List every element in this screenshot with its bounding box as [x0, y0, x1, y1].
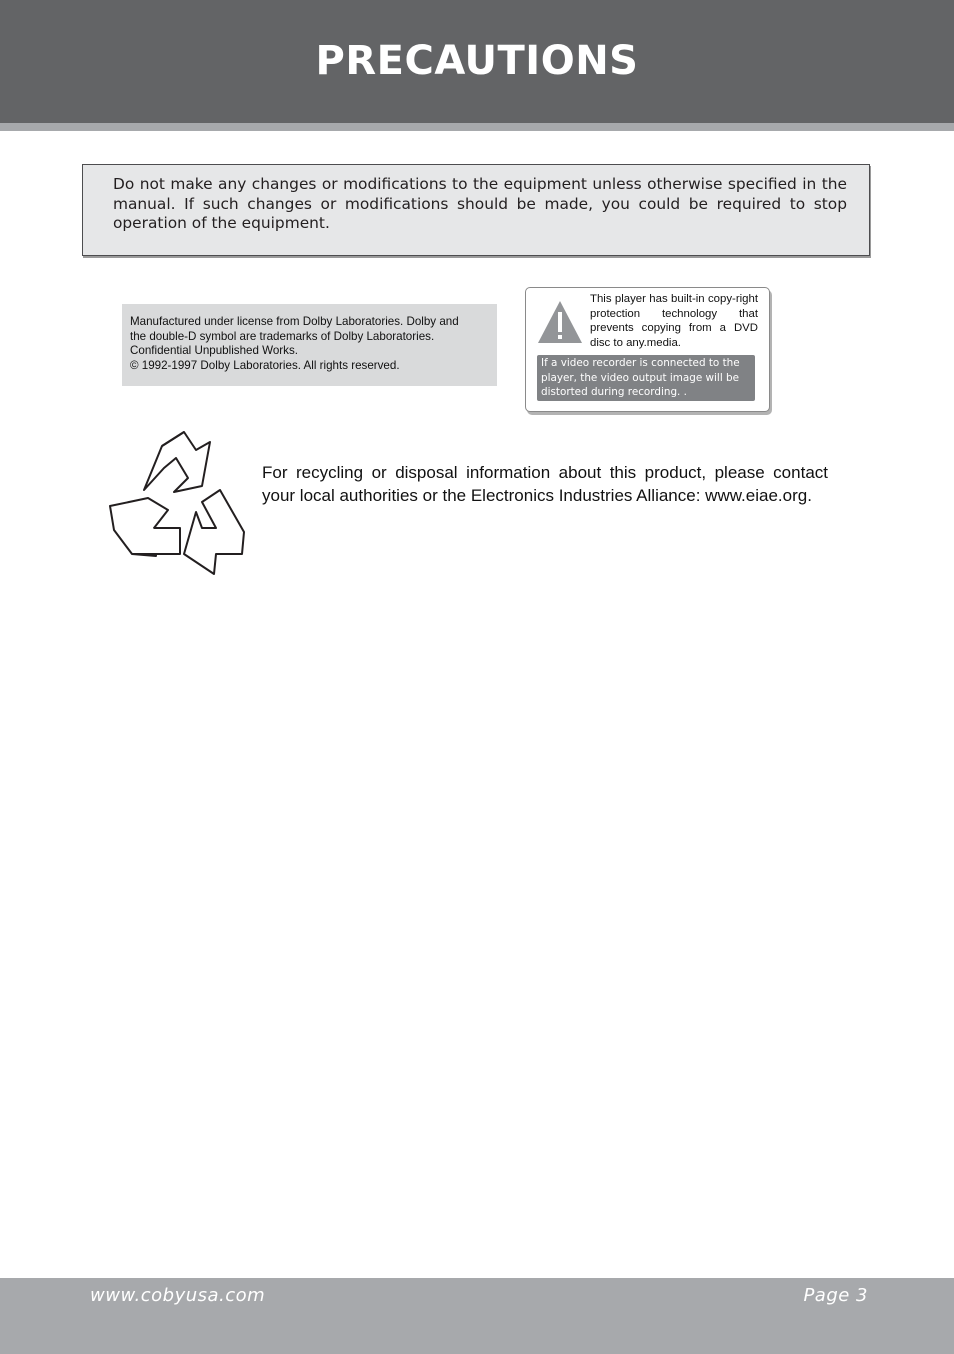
- copy-protection-text: This player has built-in copy-right protection technology that prevents copying from a DVD disc to any.media.: [590, 293, 758, 349]
- warning-icon: [536, 298, 584, 346]
- recorder-note-box: [537, 355, 755, 401]
- header-stripe: [0, 123, 954, 131]
- page-title: PRECAUTIONS: [315, 38, 639, 84]
- footer-url-link[interactable]: www.cobyusa.com: [90, 1285, 266, 1306]
- modification-notice-text: Do not make any changes or modifications to the equipment unless otherwise specified in the manual. If such changes or modifications should be made, you could be required to stop operation of the equipment.: [113, 175, 847, 232]
- dolby-line-2: the double-D symbol are trademarks of Dolby Laboratories.: [130, 329, 435, 343]
- dolby-line-1: Manufactured under license from Dolby Laboratories. Dolby and: [130, 315, 459, 328]
- modification-notice-box: [82, 164, 870, 256]
- dolby-license-box: [122, 304, 497, 386]
- recorder-note-text: If a video recorder is connected to the player, the video output image will be distorted during recording. .: [541, 357, 740, 399]
- footer-page-number: Page 3: [803, 1285, 868, 1306]
- copy-protection-panel: [525, 287, 770, 412]
- recycling-info-text: For recycling or disposal information about this product, please contact your local authorities or the Electronics Industries Alliance: www.eiae.org.: [262, 463, 828, 505]
- recycle-icon: [104, 428, 249, 576]
- dolby-license-text: [130, 315, 492, 373]
- dolby-line-4: © 1992-1997 Dolby Laboratories. All rights reserved.: [130, 358, 400, 372]
- dolby-line-3: Confidential Unpublished Works.: [130, 344, 298, 358]
